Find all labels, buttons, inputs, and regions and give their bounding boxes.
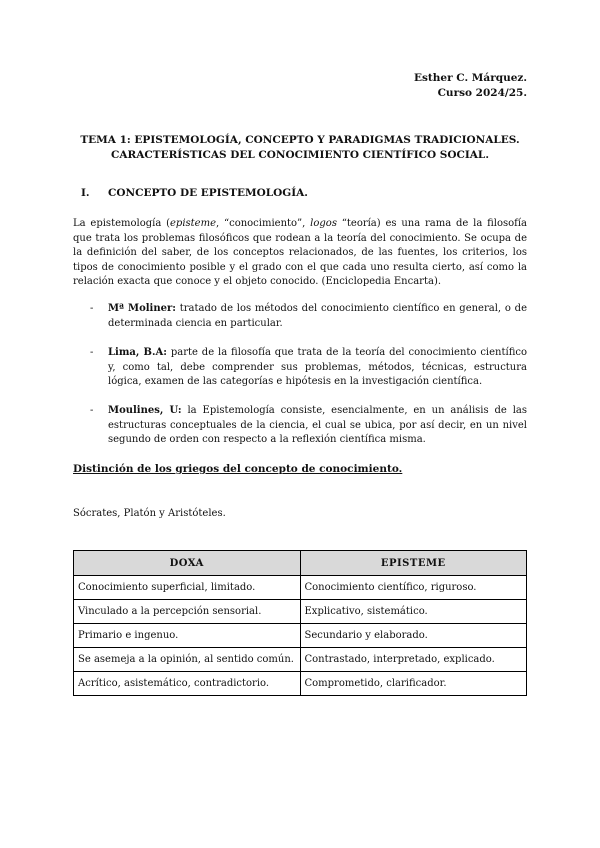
column-header-doxa: DOXA	[74, 551, 301, 576]
table-cell: Primario e ingenuo.	[74, 624, 301, 648]
list-dash: -	[90, 405, 94, 416]
table-cell: Conocimiento científico, riguroso.	[300, 576, 527, 600]
column-header-episteme: EPISTEME	[300, 551, 527, 576]
course-year: Curso 2024/25.	[437, 87, 527, 99]
title-line-1: TEMA 1: EPISTEMOLOGÍA, CONCEPTO Y PARADIGMAS TRADICIONALES.	[80, 134, 520, 146]
table-row	[74, 600, 527, 624]
definition-item	[90, 302, 527, 331]
table-row	[74, 624, 527, 648]
table-cell: Explicativo, sistemático.	[300, 600, 527, 624]
table-cell: Conocimiento superficial, limitado.	[74, 576, 301, 600]
definition-author: Moulines, U:	[108, 405, 182, 416]
title-line-2: CARACTERÍSTICAS DEL CONOCIMIENTO CIENTÍFICO SOCIAL.	[111, 149, 489, 161]
definition-author: Mª Moliner:	[108, 303, 176, 314]
intro-text-3: “teoría) es una rama de la filosofía que trata los problemas filosóficos que rodean a la teoría del conocimiento. Se ocupa de la definición del saber, de los conceptos relacionados, de las fuentes, los criterios, los tipos de conocimiento posible y el grado con el que cada uno resulta cierto, así como la relación exacta que conoce y el objeto conocido. (Enciclopedia Encarta).	[73, 218, 528, 287]
definition-text: tratado de los métodos del conocimiento científico en general, o de determinada ciencia en particular.	[108, 303, 527, 329]
section-number: I.	[81, 187, 90, 199]
table-cell: Comprometido, clarificador.	[300, 672, 527, 696]
definition-text: la Epistemología consiste, esencialmente, en un análisis de las estructuras conceptuales de la ciencia, el cual se ubica, por así decir, en un nivel segundo de orden con respecto a la reflexión científica misma.	[108, 405, 527, 445]
list-dash: -	[90, 347, 94, 358]
table-cell: Acrítico, asistemático, contradictorio.	[74, 672, 301, 696]
philosophers-line: Sócrates, Platón y Aristóteles.	[73, 508, 226, 519]
definition-item	[90, 404, 527, 448]
author-block	[414, 71, 527, 101]
author-name: Esther C. Márquez.	[414, 72, 527, 84]
doxa-episteme-table	[73, 550, 527, 696]
definition-text: parte de la filosofía que trata de la teoría del conocimiento científico y, como tal, debe comprender sus problemas, métodos, técnicas, estructura lógica, examen de las categorías e hipótesis en la investigación científica.	[108, 347, 527, 387]
table-row	[74, 576, 527, 600]
intro-text-1: La epistemología (	[73, 218, 170, 229]
section-title: CONCEPTO DE EPISTEMOLOGÍA.	[108, 187, 308, 199]
intro-paragraph	[73, 217, 527, 290]
definition-item	[90, 346, 527, 390]
section-heading	[81, 187, 308, 199]
intro-logos: logos	[310, 218, 337, 229]
intro-episteme: episteme	[170, 218, 216, 229]
table-row	[74, 672, 527, 696]
list-dash: -	[90, 303, 94, 314]
definition-author: Lima, B.A:	[108, 347, 167, 358]
table-cell: Vinculado a la percepción sensorial.	[74, 600, 301, 624]
table-cell: Secundario y elaborado.	[300, 624, 527, 648]
table-cell: Contrastado, interpretado, explicado.	[300, 648, 527, 672]
subheading: Distinción de los griegos del concepto de conocimiento.	[73, 463, 403, 475]
table-header-row	[74, 551, 527, 576]
intro-text-2: , “conocimiento”,	[216, 218, 311, 229]
table-cell: Se asemeja a la opinión, al sentido común.	[74, 648, 301, 672]
table-row	[74, 648, 527, 672]
document-title	[73, 133, 527, 163]
